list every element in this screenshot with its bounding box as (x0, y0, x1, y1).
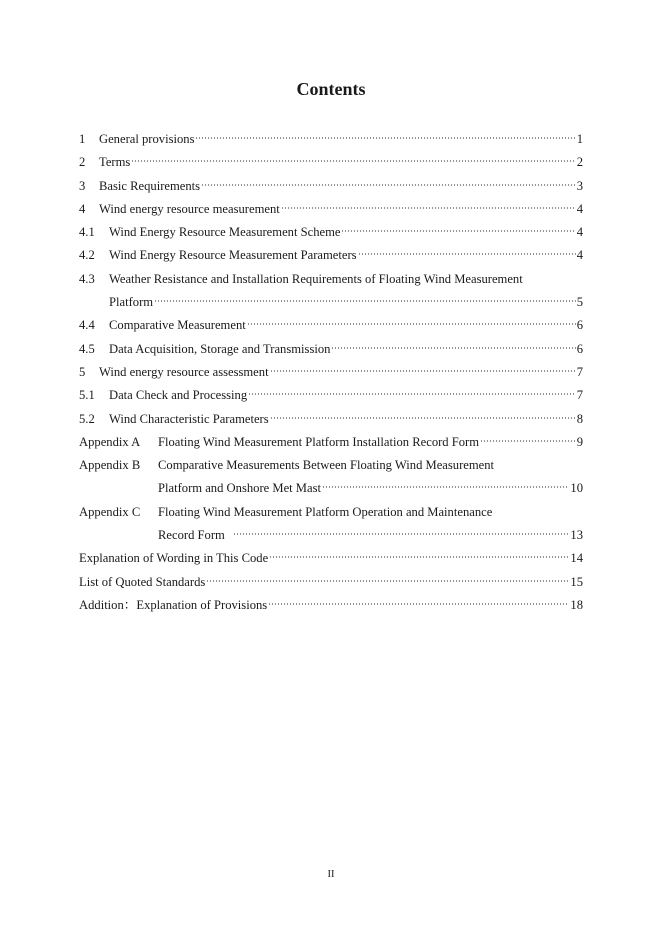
toc-entry-label: Comparative Measurements Between Floating Wind Measurement (158, 458, 495, 473)
toc-entry-page: 8 (576, 411, 583, 426)
toc-entry-label-continued: Record Form (158, 528, 225, 543)
toc-entry-number: 4.5 (79, 341, 95, 356)
dot-leader (206, 579, 569, 583)
toc-entry[interactable] (79, 151, 583, 174)
toc-entry-page: 4 (576, 248, 583, 263)
dot-leader (341, 229, 575, 233)
toc-entry-page: 6 (576, 318, 583, 333)
toc-entry-number: 4.2 (79, 248, 95, 263)
toc-entry[interactable] (79, 454, 583, 477)
dot-leader (247, 322, 576, 326)
toc-entry-number: 4.3 (79, 271, 95, 286)
toc-entry-label: Basic Requirements (99, 178, 201, 193)
toc-entry-page: 13 (570, 528, 583, 543)
toc-entry-label: Weather Resistance and Installation Requirements of Floating Wind Measurement (109, 271, 523, 286)
dot-leader (248, 392, 576, 396)
toc-entry-label: Floating Wind Measurement Platform Installation Record Form (158, 434, 480, 449)
toc-entry-label: Terms (99, 155, 131, 170)
toc-entry-label: General provisions (99, 132, 195, 146)
dot-leader (331, 346, 575, 350)
toc-entry-page: 3 (576, 178, 583, 193)
toc-entry[interactable] (79, 244, 583, 267)
toc-entry-continuation[interactable] (79, 524, 583, 547)
toc-entry-number: Appendix A (79, 434, 141, 449)
dot-leader (358, 252, 576, 256)
dot-leader (480, 439, 576, 443)
dot-leader (233, 532, 570, 536)
dot-leader (269, 555, 569, 559)
toc-entry-label: Wind energy resource assessment (99, 364, 269, 379)
toc-entry-page: 9 (576, 434, 583, 449)
toc-entry-page: 4 (576, 201, 583, 216)
toc-entry-page: 7 (576, 388, 583, 403)
dot-leader (270, 369, 576, 373)
toc-entry-number: 4 (79, 201, 86, 216)
toc-entry-label: Comparative Measurement (109, 318, 246, 333)
dot-leader (270, 416, 576, 420)
toc-entry[interactable] (79, 431, 583, 454)
toc-entry[interactable] (79, 221, 583, 244)
toc-entry-number: 4.4 (79, 318, 95, 333)
toc-entry-page: 14 (570, 551, 583, 566)
toc-entry-page: 1 (576, 132, 583, 146)
toc-entry-continuation[interactable] (79, 477, 583, 500)
toc-entry[interactable] (79, 361, 583, 384)
toc-entry-label: List of Quoted Standards (79, 574, 206, 589)
toc-entry-label: Explanation of Wording in This Code (79, 551, 269, 566)
toc-entry-number: Appendix C (79, 504, 141, 519)
toc-entry-page: 4 (576, 225, 583, 240)
toc-entry-number: 2 (79, 155, 86, 170)
toc-entry-label: Wind Energy Resource Measurement Scheme (109, 225, 341, 240)
toc-entry-label: Data Acquisition, Storage and Transmission (109, 341, 331, 356)
toc-entry-label-continued: Platform and Onshore Met Mast (158, 481, 321, 496)
toc-entry-label: Addition：Explanation of Provisions (79, 597, 268, 612)
toc-entry[interactable] (79, 314, 583, 337)
toc-entry[interactable] (79, 384, 583, 407)
toc-entry[interactable] (79, 594, 583, 617)
toc-entry-number: 4.1 (79, 225, 95, 240)
toc-entry-page: 5 (576, 295, 583, 310)
toc-entry-page: 10 (570, 481, 583, 496)
toc-entry-page: 2 (576, 155, 583, 170)
toc-entry-label: Floating Wind Measurement Platform Operation and Maintenance (158, 504, 493, 519)
toc-entry-page: 18 (570, 597, 583, 612)
page-number: II (327, 869, 335, 880)
toc-entry-label: Wind energy resource measurement (99, 201, 280, 216)
toc-entry-label: Data Check and Processing (109, 388, 248, 403)
dot-leader (201, 183, 576, 187)
toc-entry[interactable] (79, 175, 583, 198)
toc-entry-number: 1 (79, 132, 86, 146)
toc-entry-page: 6 (576, 341, 583, 356)
toc-entry[interactable] (79, 268, 583, 291)
toc-entry[interactable] (79, 338, 583, 361)
toc-entry-continuation[interactable] (79, 291, 583, 314)
toc-entry-number: Appendix B (79, 458, 141, 473)
toc-entry-label: Wind Energy Resource Measurement Parameters (109, 248, 357, 263)
table-of-contents (79, 128, 583, 617)
dot-leader (195, 136, 575, 140)
dot-leader (154, 299, 576, 303)
dot-leader (268, 602, 569, 606)
toc-entry-page: 7 (576, 364, 583, 379)
toc-entry[interactable] (79, 547, 583, 570)
dot-leader (322, 485, 569, 489)
toc-entry[interactable] (79, 501, 583, 524)
toc-entry-number: 5.1 (79, 388, 95, 403)
toc-entry[interactable] (79, 408, 583, 431)
toc-entry[interactable] (79, 571, 583, 594)
toc-entry-label: Wind Characteristic Parameters (109, 411, 269, 426)
toc-entry[interactable] (79, 128, 583, 151)
toc-entry-number: 5 (79, 364, 86, 379)
toc-entry-page: 15 (570, 574, 583, 589)
toc-entry-number: 3 (79, 178, 86, 193)
toc-entry-number: 5.2 (79, 411, 95, 426)
toc-entry-label-continued: Platform (109, 295, 154, 310)
page-title: Contents (296, 79, 366, 99)
dot-leader (281, 206, 576, 210)
toc-entry[interactable] (79, 198, 583, 221)
dot-leader (131, 159, 575, 163)
